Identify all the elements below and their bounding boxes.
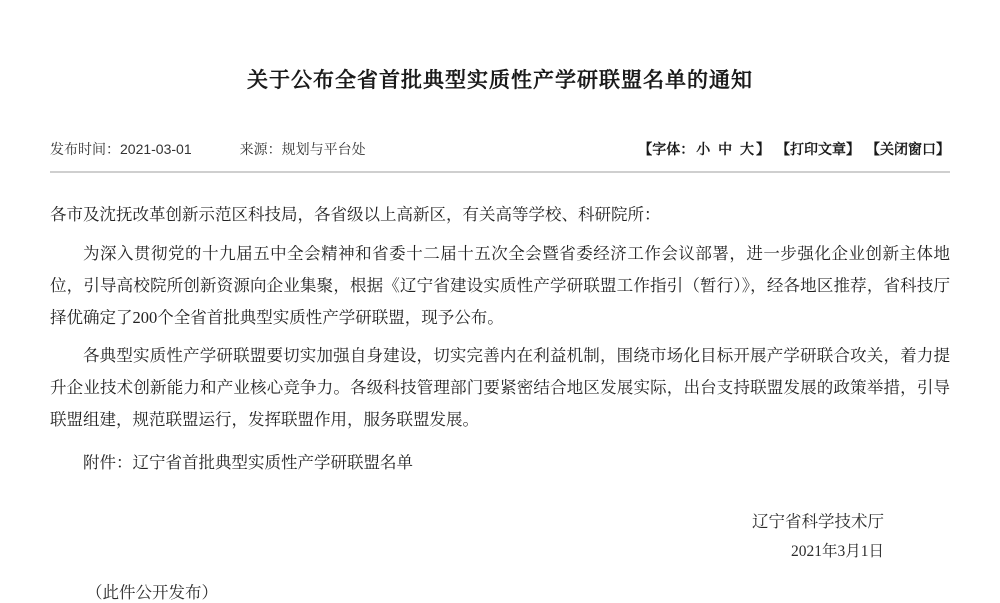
body-paragraph-2: 各典型实质性产学研联盟要切实加强自身建设，切实完善内在利益机制，围绕市场化目标开展产学研联合攻关，着力提升企业技术创新能力和产业核心竞争力。各级科技管理部门要紧密结合地区发展实际，出台支持联盟发展的政策举措，引导联盟组建，规范联盟运行，发挥联盟作用，服务联盟发展。: [50, 346, 950, 430]
font-size-label-end: 】: [756, 141, 770, 158]
document-meta-bar: [50, 139, 950, 171]
document-body: [50, 173, 950, 478]
attachment-line: 附件：辽宁省首批典型实质性产学研联盟名单: [83, 452, 413, 472]
font-size-label: 【字体：: [638, 141, 695, 158]
document-source: 来源：规划与平台处: [239, 141, 366, 158]
issue-date: 2021年3月1日: [790, 543, 884, 561]
font-size-medium-button[interactable]: 中: [718, 141, 733, 158]
font-size-small-button[interactable]: 小: [696, 141, 711, 158]
print-article-button[interactable]: 【打印文章】: [776, 141, 860, 158]
salutation: 各市及沈抚改革创新示范区科技局，各省级以上高新区，有关高等学校、科研院所：: [50, 205, 661, 225]
meta-right-group: [632, 139, 950, 159]
close-window-button[interactable]: 【关闭窗口】: [866, 141, 950, 158]
public-release-note: （此件公开发布）: [86, 583, 218, 603]
font-size-large-button[interactable]: 大: [740, 141, 754, 158]
page-title: 关于公布全省首批典型实质性产学研联盟名单的通知: [247, 69, 753, 93]
body-paragraph-1: 为深入贯彻党的十九届五中全会精神和省委十二届十五次全会暨省委经济工作会议部署，进一步强化企业创新主体地位，引导高校院所创新资源向企业集聚，根据《辽宁省建设实质性产学研联盟工作指引（暂行）》，经各地区推荐，省科技厅择优确定了200个全省首批典型实质性产学研联盟，现予公布。: [50, 243, 950, 327]
document-page: [0, 14, 1000, 603]
font-size-controls: [638, 139, 770, 159]
meta-left-group: [50, 139, 366, 159]
publish-time: 发布时间：2021-03-01: [50, 141, 192, 158]
issuing-authority: 辽宁省科学技术厅: [752, 511, 884, 531]
